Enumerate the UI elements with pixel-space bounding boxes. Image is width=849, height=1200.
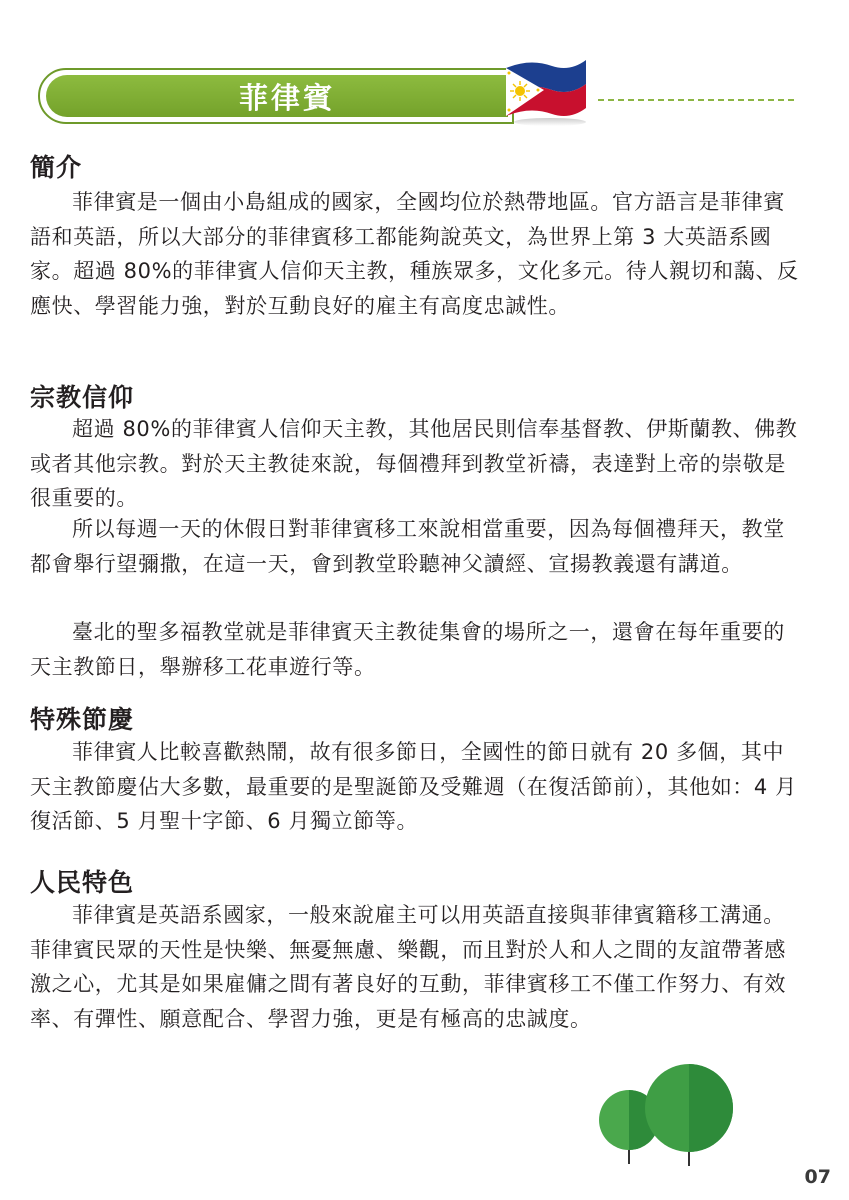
- intro-paragraph: 菲律賓是一個由小島組成的國家，全國均位於熱帶地區。官方語言是菲律賓語和英語，所以大部分的菲律賓移工都能夠說英文，為世界上第 3 大英語系國家。超過 80%的菲律賓人信仰天主教，種族眾多，文化多元。待人親切和藹、反應快、學習能力強，對於互動良好的雇主有高度忠誠性。: [30, 190, 799, 318]
- decorative-dashed-line: [598, 99, 794, 101]
- people-paragraph: 菲律賓是英語系國家，一般來說雇主可以用英語直接與菲律賓籍移工溝通。菲律賓民眾的天性是快樂、無憂無慮、樂觀，而且對於人和人之間的友誼帶著感激之心，尤其是如果雇傭之間有著良好的互動，菲律賓移工不僅工作努力、有效率、有彈性、願意配合、學習力強，更是有極高的忠誠度。: [30, 903, 786, 1031]
- title-banner-fill: [46, 75, 508, 117]
- page-title: 菲律賓: [238, 80, 335, 115]
- religion-paragraph-2: 所以每週一天的休假日對菲律賓移工來說相當重要，因為每個禮拜天，教堂都會舉行望彌撒，在這一天，會到教堂聆聽神父讀經、宣揚教義還有講道。: [30, 517, 785, 576]
- section-heading-festivals: 特殊節慶: [30, 705, 135, 734]
- festivals-paragraph: 菲律賓人比較喜歡熱鬧，故有很多節日，全國性的節日就有 20 多個，其中天主教節慶佔大多數，最重要的是聖誕節及受難週（在復活節前），其他如：4 月復活節、5 月聖十字節、6 月獨立節等。: [30, 740, 797, 833]
- section-heading-religion: 宗教信仰: [30, 383, 135, 412]
- philippines-flag-icon: [500, 54, 592, 128]
- section-heading-people: 人民特色: [30, 868, 135, 897]
- trees-icon: [595, 1060, 745, 1170]
- title-banner: [38, 68, 514, 124]
- page-number: 07: [804, 1166, 831, 1188]
- section-heading-intro: 簡介: [30, 153, 83, 182]
- religion-paragraph-3: 臺北的聖多福教堂就是菲律賓天主教徒集會的場所之一，還會在每年重要的天主教節日，舉辦移工花車遊行等。: [30, 620, 785, 679]
- religion-paragraph-1: 超過 80%的菲律賓人信仰天主教，其他居民則信奉基督教、伊斯蘭教、佛教或者其他宗教。對於天主教徒來說，每個禮拜到教堂祈禱，表達對上帝的崇敬是很重要的。: [30, 417, 798, 510]
